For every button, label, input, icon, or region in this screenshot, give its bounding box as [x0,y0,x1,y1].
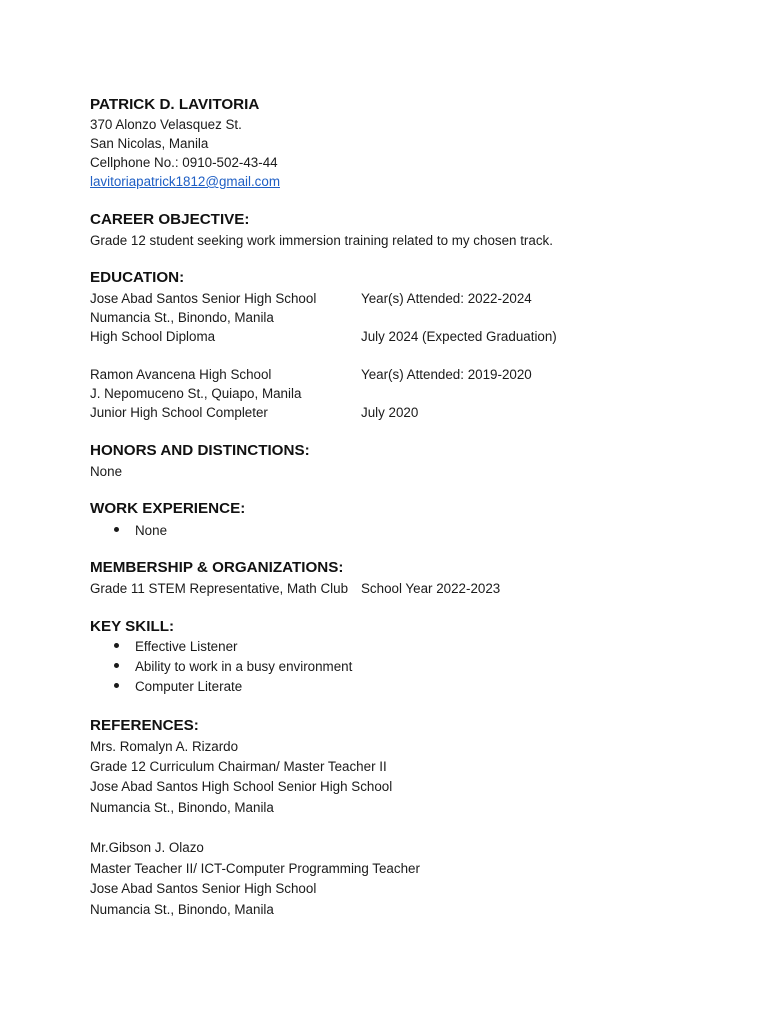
education-school-address: Numancia St., Binondo, Manila [90,310,274,325]
reference-name: Mrs. Romalyn A. Rizardo [90,739,239,754]
education-school-address: J. Nepomuceno St., Quiapo, Manila [90,386,302,401]
membership-role: Grade 11 STEM Representative, Math Club [90,581,349,596]
bullet-icon [114,527,119,532]
reference-title: Grade 12 Curriculum Chairman/ Master Teacher II [90,759,387,774]
work-experience-item: None [135,523,168,538]
address-line-2: San Nicolas, Manila [90,136,209,151]
honors-text: None [90,464,123,479]
reference-name: Mr.Gibson J. Olazo [90,840,204,855]
membership-period: School Year 2022-2023 [361,581,501,596]
address-line-1: 370 Alonzo Velasquez St. [90,117,242,132]
phone-number: Cellphone No.: 0910-502-43-44 [90,155,278,170]
work-experience-heading: WORK EXPERIENCE: [90,500,246,517]
education-years-attended: Year(s) Attended: 2022-2024 [361,291,532,306]
honors-heading: HONORS AND DISTINCTIONS: [90,442,310,459]
reference-address: Numancia St., Binondo, Manila [90,902,274,917]
key-skill-item: Ability to work in a busy environment [135,659,353,674]
education-school: Jose Abad Santos Senior High School [90,291,317,306]
key-skill-item: Computer Literate [135,679,243,694]
reference-school: Jose Abad Santos Senior High School [90,881,317,896]
reference-school: Jose Abad Santos High School Senior High School [90,779,393,794]
bullet-icon [114,683,119,688]
key-skill-heading: KEY SKILL: [90,618,175,635]
key-skill-item: Effective Listener [135,639,238,654]
education-years-attended: Year(s) Attended: 2019-2020 [361,367,532,382]
reference-title: Master Teacher II/ ICT-Computer Programming Teacher [90,861,420,876]
career-objective-heading: CAREER OBJECTIVE: [90,211,250,228]
education-heading: EDUCATION: [90,269,185,286]
applicant-name: PATRICK D. LAVITORIA [90,96,260,113]
reference-address: Numancia St., Binondo, Manila [90,800,274,815]
bullet-icon [114,663,119,668]
bullet-icon [114,643,119,648]
career-objective-text: Grade 12 student seeking work immersion training related to my chosen track. [90,233,553,248]
education-completion-date: July 2020 [361,405,419,420]
education-school: Ramon Avancena High School [90,367,272,382]
education-credential: Junior High School Completer [90,405,268,420]
membership-heading: MEMBERSHIP & ORGANIZATIONS: [90,559,344,576]
references-heading: REFERENCES: [90,717,199,734]
email-link[interactable]: lavitoriapatrick1812@gmail.com [90,174,280,189]
education-completion-date: July 2024 (Expected Graduation) [361,329,557,344]
education-credential: High School Diploma [90,329,216,344]
